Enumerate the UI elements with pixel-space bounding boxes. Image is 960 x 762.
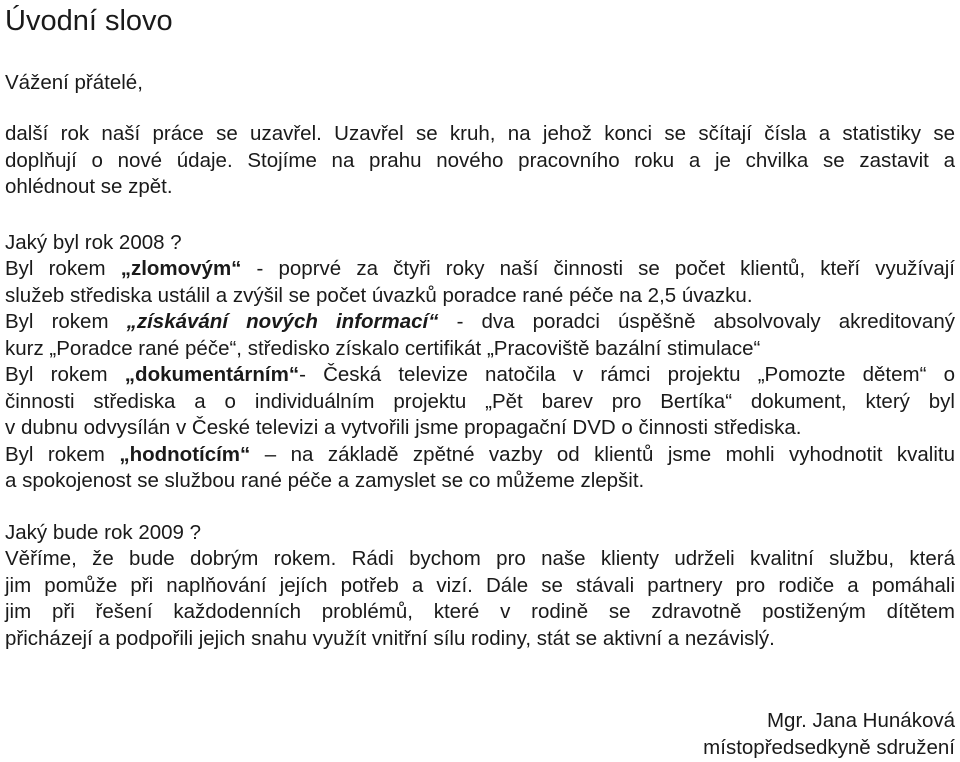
section-heading-2009: Jaký bude rok 2009 ? [5,521,202,544]
paragraph-line: služeb střediska ustálil a zvýšil se počet úvazků poradce rané péče na 2,5 úvazku. [5,283,753,307]
keyword-hodnoticim: „hodnotícím“ [119,442,251,466]
text-run: - poprvé za čtyři roky naší činnosti se počet klientů, kteří využívají [241,257,956,280]
paragraph-line: činnosti střediska a o individuálním projektu „Pět barev pro Bertíka“ dokument, který byl [5,389,955,413]
paragraph-line: přicházejí a podpořili jejich snahu využít vnitřní sílu rodiny, stát se aktivní a nezávislý. [5,626,775,650]
paragraph-line: jim pomůže při naplňování jejích potřeb a vizí. Dále se stávali partnery pro rodiče a pomáhali [5,573,955,597]
intro-line: doplňují o nové údaje. Stojíme na prahu nového pracovního roku a je chvilka se zastavit a [5,148,955,172]
text-run: – na základě zpětné vazby od klientů jsme mohli vyhodnotit kvalitu [250,442,955,466]
section-2009-body [5,546,955,652]
paragraph-line: v dubnu odvysílán v České televizi a vytvořili jsme propagační DVD o činnosti střediska. [5,416,802,439]
paragraph-line: jim při řešení každodenních problémů, které v rodině se zdravotně postiženým dítětem [5,600,955,623]
paragraph-line [5,309,955,336]
text-run: Byl rokem [5,442,120,466]
paragraph-line: a spokojenost se službou rané péče a zamyslet se co můžeme zlepšit. [5,469,645,492]
text-run: Byl rokem [5,310,127,333]
signature-block [703,708,955,761]
paragraph-line: Věříme, že bude dobrým rokem. Rádi bychom pro naše klienty udrželi kvalitní službu, která [5,547,955,570]
paragraph-line [5,362,955,389]
signature-name: Mgr. Jana Hunáková [766,709,955,732]
paragraph-line [5,256,955,283]
text-run: Byl rokem [5,257,121,280]
section-heading-2008: Jaký byl rok 2008 ? [5,231,182,254]
intro-line: další rok naší práce se uzavřel. Uzavřel se kruh, na jehož konci se sčítají čísla a statistiky se [5,122,955,145]
intro-paragraph [5,121,955,201]
salutation: Vážení přátelé, [5,71,143,94]
text-run: - Česká televize natočila v rámci projektu „Pomozte dětem“ o [299,363,955,386]
paragraph-line: kurz „Poradce rané péče“, středisko získalo certifikát „Pracoviště bazální stimulace“ [5,336,761,360]
paragraph-line [5,442,955,469]
text-run: - dva poradci úspěšně absolvovaly akreditovaný [438,310,955,333]
section-2008-body [5,256,955,495]
page-title: Úvodní slovo [5,5,173,37]
signature-role: místopředsedkyně sdružení [703,735,955,759]
intro-line: ohlédnout se zpět. [5,175,173,198]
text-run: Byl rokem [5,363,125,386]
keyword-ziskavani: „získávání nových informací“ [126,310,439,333]
keyword-dokumentarnim: „dokumentárním“ [124,363,300,386]
keyword-zlomovym: „zlomovým“ [120,257,242,280]
